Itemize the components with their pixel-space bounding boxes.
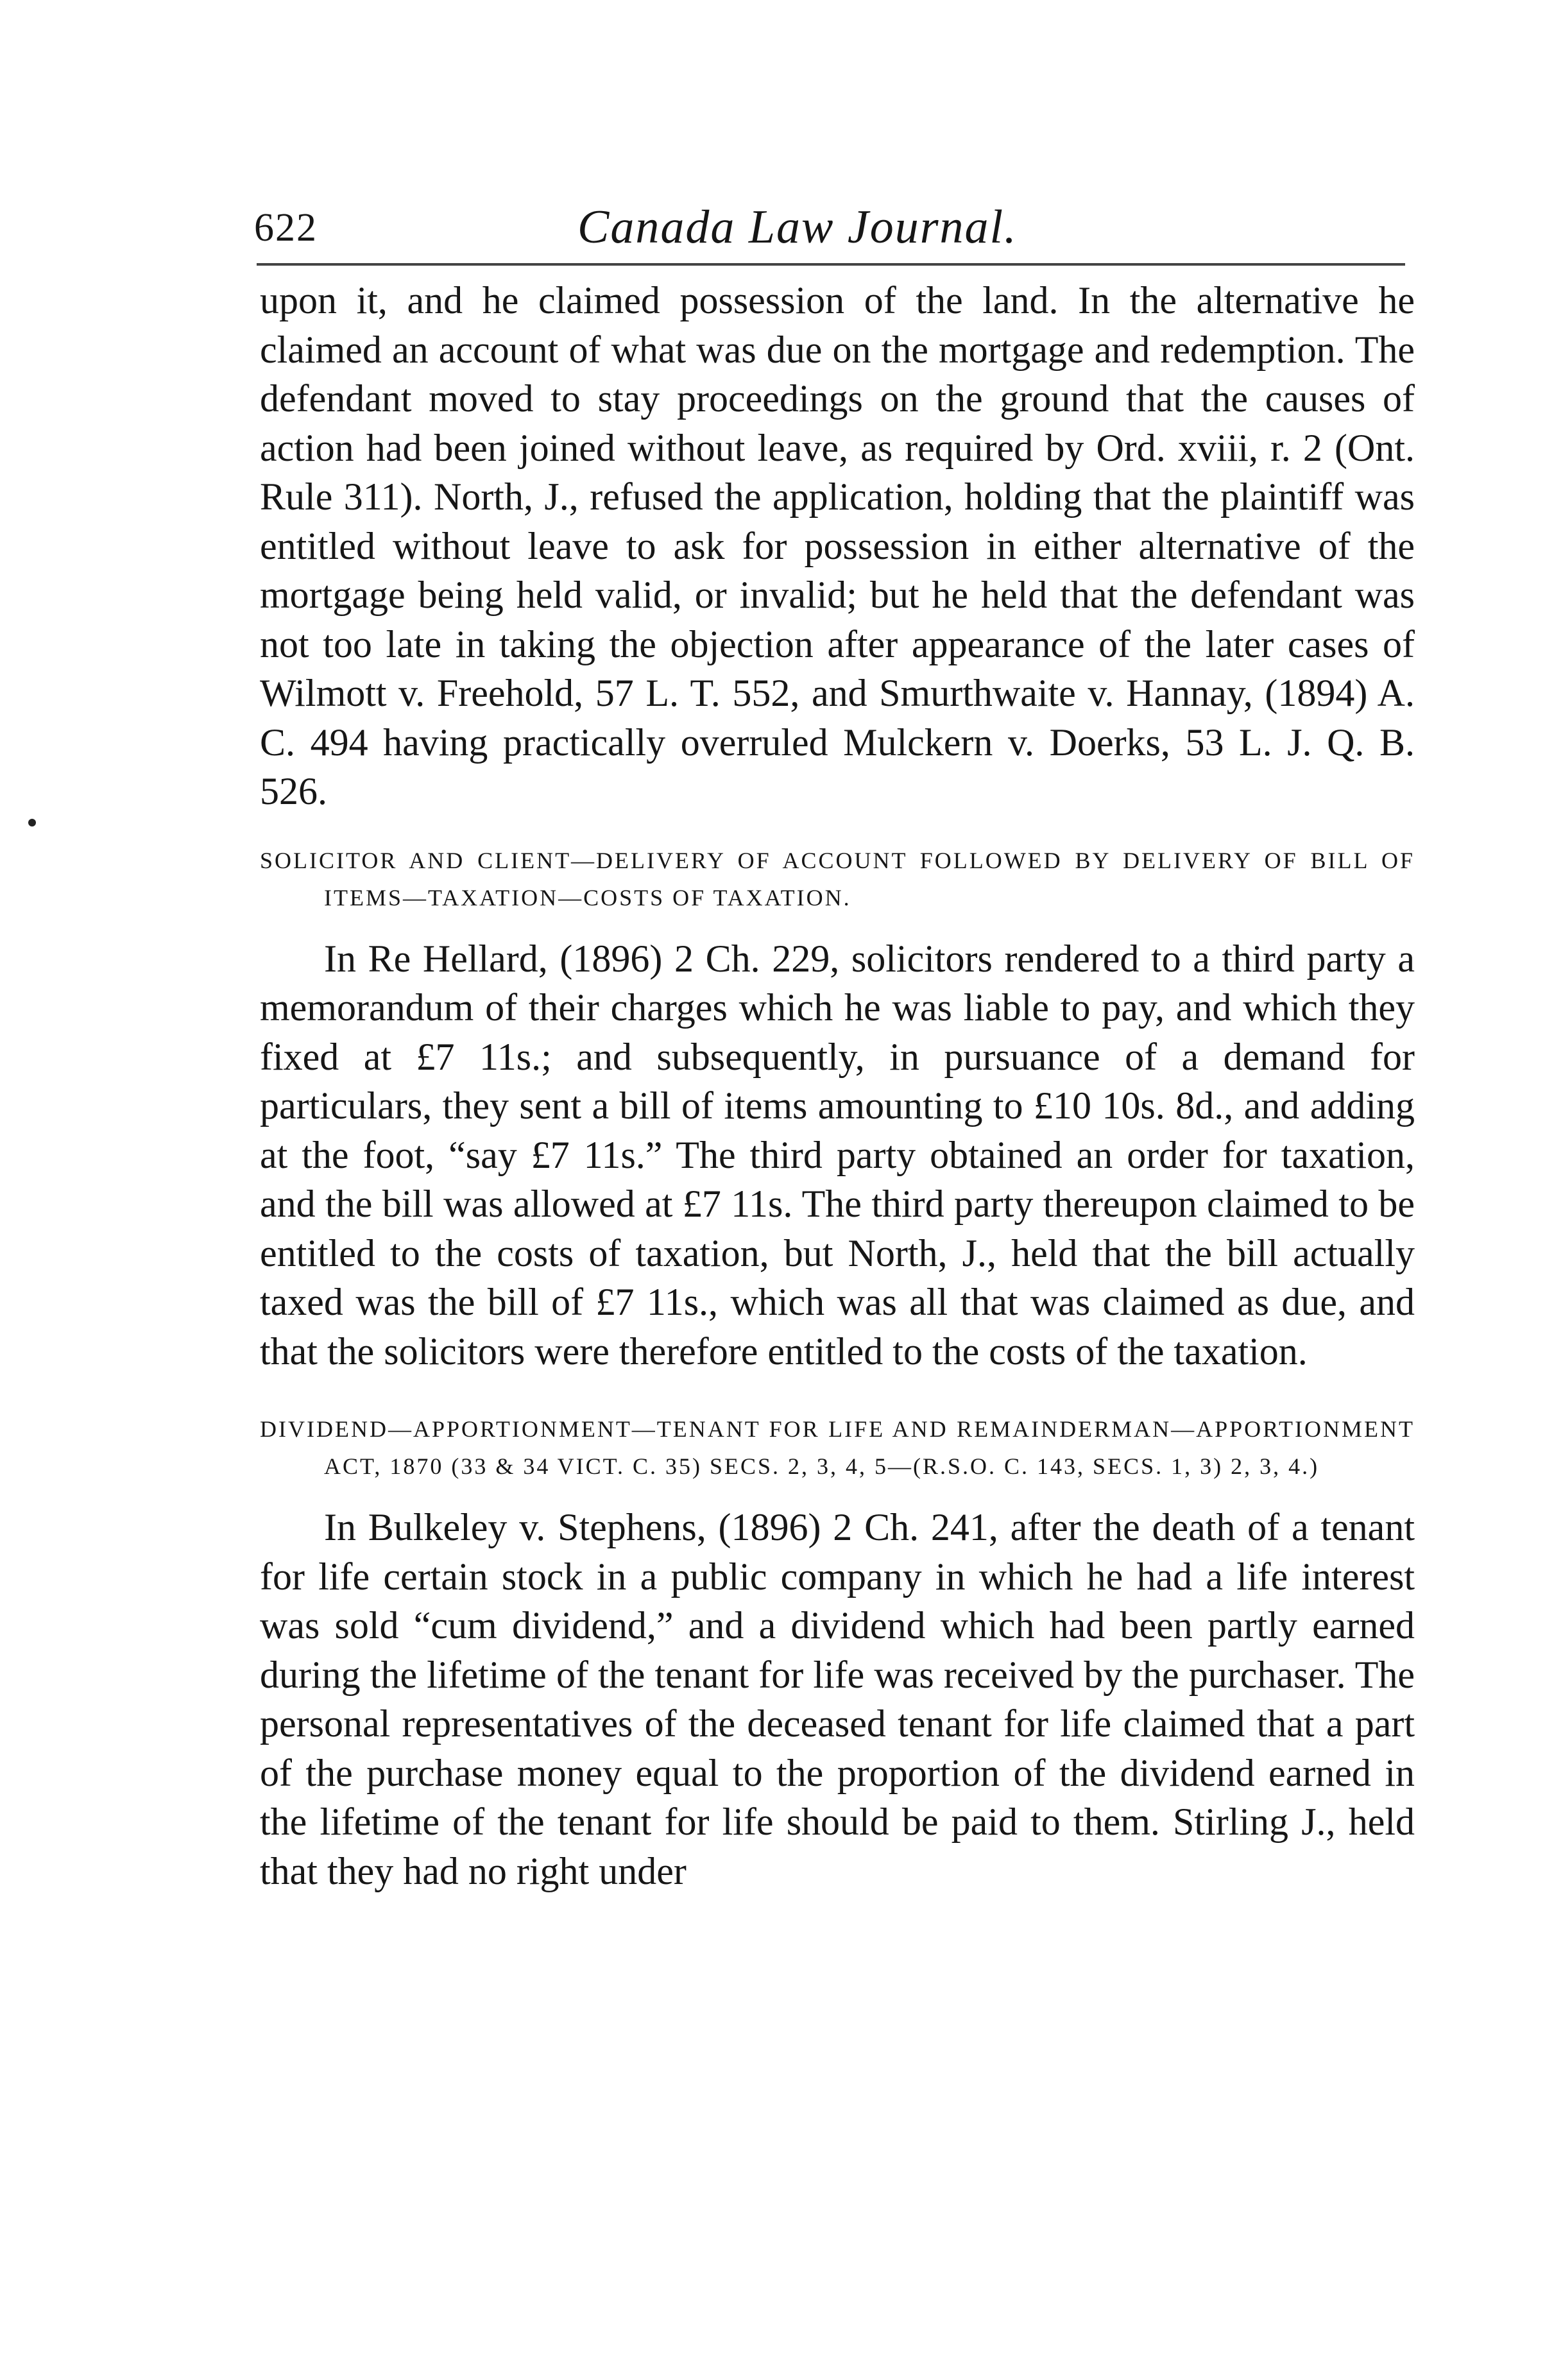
- margin-dot: [28, 819, 36, 826]
- spacer: [260, 816, 1415, 842]
- paragraph-bulkeley: In Bulkeley v. Stephens, (1896) 2 Ch. 241, after the death of a tenant for life certain stock in a public company in which he had a life interest was sold “cum dividend,” and a dividend which had been partly earned during the lifetime of the tenant for life was received by the purchaser. The personal representatives of the deceased tenant for life claimed that a part of the purchase money equal to the proportion of the dividend earned in the lifetime of the tenant for life should be paid to them. Stirling J., held that they had no right under: [260, 1506, 1415, 1892]
- section-heading-solicitor: SOLICITOR AND CLIENT—DELIVERY OF ACCOUNT FOLLOWED BY DELIVERY OF BILL OF ITEMS—TAXATION—COSTS OF TAXATION.: [260, 847, 1415, 911]
- body-text: [260, 276, 1415, 1896]
- spacer: [260, 1485, 1415, 1503]
- page-number: 622: [254, 206, 318, 250]
- page-header: [0, 193, 1545, 270]
- spacer: [260, 1376, 1415, 1410]
- section-heading-dividend: DIVIDEND—APPORTIONMENT—TENANT FOR LIFE AND REMAINDERMAN—APPORTIONMENT ACT, 1870 (33 & 34 VICT. C. 35) SECS. 2, 3, 4, 5—(R.S.O. C. 143, SECS. 1, 3) 2, 3, 4.): [260, 1416, 1415, 1479]
- paragraph-continuation: upon it, and he claimed possession of the land. In the alternative he claimed an account of what was due on the mortgage and redemption. The defendant moved to stay proceedings on the ground that the causes of action had been joined without leave, as required by Ord. xviii, r. 2 (Ont. Rule 311). North, J., refused the application, holding that the plaintiff was entitled without leave to ask for possession in either alternative of the mortgage being held valid, or invalid; but he held that the defendant was not too late in taking the objection after appearance of the later cases of Wilmott v. Freehold, 57 L. T. 552, and Smurthwaite v. Hannay, (1894) A. C. 494 having practically overruled Mulckern v. Doerks, 53 L. J. Q. B. 526.: [260, 279, 1415, 812]
- paragraph-re-hellard: In Re Hellard, (1896) 2 Ch. 229, solicitors rendered to a third party a memorandum of their charges which he was liable to pay, and which they fixed at £7 11s.; and subsequently, in pursuance of a demand for particulars, they sent a bill of items amounting to £10 10s. 8d., and adding at the foot, “say £7 11s.” The third party obtained an order for taxation, and the bill was allowed at £7 11s. The third party thereupon claimed to be entitled to the costs of taxation, but North, J., held that the bill actually taxed was the bill of £7 11s., which was all that was claimed as due, and that the solicitors were therefore entitled to the costs of the taxation.: [260, 937, 1415, 1373]
- header-rule: [257, 263, 1405, 266]
- running-title: Canada Law Journal.: [577, 201, 1018, 253]
- spacer: [260, 916, 1415, 934]
